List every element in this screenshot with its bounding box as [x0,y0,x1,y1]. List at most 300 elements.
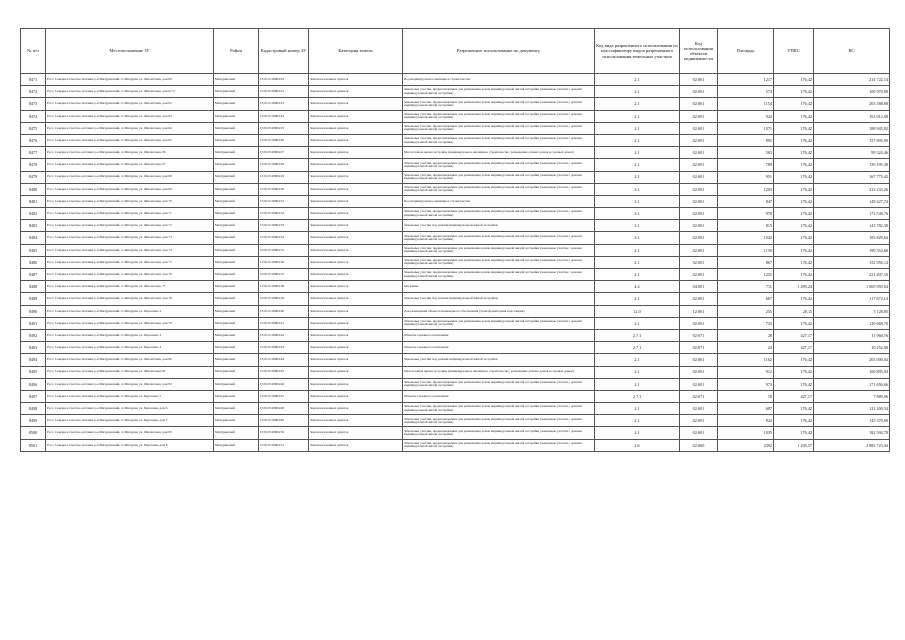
cell-upks: 176,42 [774,159,814,171]
cell-district: Мичуринский [214,342,259,354]
cell-cadastral-number: 15:01:0118004:35 [259,244,309,256]
cell-group-code: 02:060 [680,439,718,451]
table-row [21,415,890,427]
cell-district: Мичуринский [214,86,259,98]
cell-land-category: Земли населенных пунктов [309,415,403,427]
header-district: Район [214,29,259,74]
cell-vri-code: 2.1 [595,98,680,110]
cell-location: Росс. Северное Светлое-Алтаика р-н Мичуринский, п. Мичурин, ул. Фиолетовая, дом 80 [46,354,214,366]
cell-location: Росс. Северное Светлое-Алтаика р-н Мичуринский, п. Мичурин, ул. Фиолетовая, дом 82 [46,378,214,390]
cell-cadastral-number: 15:01:0118004:42 [259,329,309,341]
cell-location: Росс. Северное Светлое-Алтаика р-н Мичуринский, п. Мичурин, ул. Фиолетовая, дом 69 [46,183,214,195]
cell-district: Мичуринский [214,305,259,317]
cell-area: 789 [718,159,774,171]
cell-num: 8472 [21,86,46,98]
cell-area: 1042 [718,232,774,244]
cell-location: Росс. Северное Светлое-Алтаика р-н Мичуринский, п. Мичурин, ул. Фиолетовая, дом 72 [46,220,214,232]
header-area: Площадь [718,29,774,74]
cell-ks: 205 000,04 [814,354,890,366]
cell-ks: 152 956,14 [814,256,890,268]
cell-num: 8490 [21,305,46,317]
cell-upks: 176,42 [774,86,814,98]
cell-district: Мичуринский [214,439,259,451]
table-row [21,293,890,305]
cell-ks: 182 594,70 [814,427,890,439]
cell-num: 8492 [21,329,46,341]
cell-land-category: Земли населенных пунктов [309,244,403,256]
cell-location: Росс. Северное Светлое-Алтаика р-н Мичуринский, п. Мичурин, ул. Фиолетовая, дом 76 [46,269,214,281]
cell-land-category: Земли населенных пунктов [309,256,403,268]
table-row [21,183,890,195]
cell-upks: 176,42 [774,403,814,415]
cell-num: 8494 [21,354,46,366]
cell-area: 1162 [718,354,774,366]
cell-group-code: 02:001 [680,134,718,146]
cell-ks: 139 195,38 [814,159,890,171]
cell-location: Росс. Северное Светлое-Алтаика р-н Мичуринский, п. Мичурин, ул. Фиолетовая, дом 61"а" [46,86,214,98]
cell-group-code: 04:001 [680,281,718,293]
cell-num: 8481 [21,195,46,207]
cell-location: Росс. Северное Светлое-Алтаика р-н Мичуринский, п. Мичурин, ул. Фиолетовая, 81 [46,366,214,378]
cell-permitted-use: Земельные участки, предназначенные для размещения домов индивидуальной жилой застройки (земельные участки с домами индивидуальной жилой застройки) [403,415,595,427]
cell-permitted-use: Земельные участки, предназначенные для размещения домов индивидуальной жилой застройки (земельные участки с домами индивидуальной жилой застройки) [403,208,595,220]
cell-permitted-use: Земельные участки, предназначенные для размещения домов индивидуальной жилой застройки (земельные участки с домами индивидуальной жилой застройки) [403,134,595,146]
cell-cadastral-number: 15:01:0118004:41 [259,317,309,329]
table-row [21,147,890,159]
cell-group-code: 02:001 [680,256,718,268]
cell-cadastral-number: 15:01:0118004:03 [259,74,309,86]
cell-vri-code: 2.1 [595,110,680,122]
cell-land-category: Земли населенных пунктов [309,293,403,305]
cell-area: 255 [718,305,774,317]
cell-permitted-use: Земельные участки, предназначенные для размещения домов индивидуальной жилой застройки (земельные участки с домами индивидуальной жилой застройки) [403,427,595,439]
cell-location: Росс. Северное Светлое-Алтаика р-н Мичуринский, п. Мичурин, ул. Фиолетовая, дом 68 [46,171,214,183]
table-row [21,281,890,293]
cell-land-category: Земли населенных пунктов [309,403,403,415]
cell-upks: 176,42 [774,220,814,232]
cell-area: 951 [718,171,774,183]
cell-land-category: Земли населенных пунктов [309,74,403,86]
cell-vri-code: 2.1 [595,256,680,268]
cell-ks: 117 672,14 [814,293,890,305]
cell-num: 8483 [21,220,46,232]
table-row [21,98,890,110]
cell-permitted-use: Земельные участки, предназначенные для размещения домов индивидуальной жилой застройки (земельные участки с домами индивидуальной жилой застройки) [403,159,595,171]
cell-district: Мичуринский [214,256,259,268]
cell-num: 8497 [21,390,46,402]
cell-permitted-use: Под индивидуальное жилищное строительство [403,74,595,86]
cell-permitted-use: Под индивидуальное жилищное строительство [403,195,595,207]
cell-district: Мичуринский [214,98,259,110]
header-cadastral-number: Кадастровый номер ЗУ [259,29,309,74]
table-row [21,195,890,207]
cell-area: 867 [718,256,774,268]
cell-location: Росс. Северное Светлое-Алтаика р-н Мичуринский, п. Мичурин, ул. Фиолетовая, дом 83 [46,427,214,439]
cell-ks: 167 775,42 [814,171,890,183]
cell-group-code: 02:071 [680,390,718,402]
cell-upks: 176,42 [774,134,814,146]
table-row [21,317,890,329]
cell-area: 18 [718,390,774,402]
cell-location: Росс. Северное Светлое-Алтаика р-н Мичуринский, п. Мичурин, ул. Березовая, дом 7 [46,415,214,427]
cell-permitted-use: Земельные участки, предназначенные для размещения домов индивидуальной жилой застройки (земельные участки с домами индивидуальной жилой застройки) [403,232,595,244]
table-row [21,232,890,244]
table-row [21,244,890,256]
document-sheet [20,28,889,452]
cell-permitted-use: Магазины [403,281,595,293]
cell-area: 574 [718,86,774,98]
cell-permitted-use: Земельные участки под домами индивидуальной жилой застройки [403,354,595,366]
cell-area: 1071 [718,122,774,134]
cell-area: 1203 [718,183,774,195]
table-body [21,74,890,452]
table-row [21,159,890,171]
cell-location: Росс. Северное Светлое-Алтаика р-н Мичуринский, п. Мичурин, ул. Фиолетовая, дом 63 [46,110,214,122]
header-permitted-use: Разрешенное использование по документу [403,29,595,74]
cell-cadastral-number: 15:01:0118004:47 [259,390,309,402]
table-row [21,342,890,354]
cell-num: 8480 [21,183,46,195]
cell-group-code: 02:001 [680,74,718,86]
cell-permitted-use: Земельные участки, предназначенные для размещения домов индивидуальной жилой застройки (земельные участки с домами индивидуальной жилой застройки) [403,122,595,134]
cell-cadastral-number: 15:01:0118004:31 [259,195,309,207]
cell-area: 1130 [718,244,774,256]
cell-district: Мичуринский [214,122,259,134]
cell-upks: 176,42 [774,98,814,110]
cell-num: 8488 [21,281,46,293]
cell-area: 28 [718,329,774,341]
cell-group-code: 02:001 [680,269,718,281]
cell-district: Мичуринский [214,354,259,366]
cell-vri-code: 2.1 [595,354,680,366]
cell-land-category: Земли населенных пунктов [309,195,403,207]
cell-land-category: Земли населенных пунктов [309,208,403,220]
cell-permitted-use: Земельные участки, предназначенные для размещения домов индивидуальной жилой застройки (земельные участки с домами индивидуальной жилой застройки) [403,317,595,329]
cell-location: Росс. Северное Светлое-Алтаика р-н Мичуринский, п. Мичурин, ул. Фиолетовая, дом 62 [46,98,214,110]
cell-ks: 203 588,68 [814,98,890,110]
cell-land-category: Земли населенных пунктов [309,305,403,317]
cell-location: Росс. Северное Светлое-Алтаика р-н Мичуринский, п. Мичурин, ул. Фиолетовая, 67 [46,159,214,171]
cell-cadastral-number: 15:01:0118004:36 [259,256,309,268]
cell-location: Росс. Северное Светлое-Алтаика р-н Мичуринский, п. Мичурин, ул. Фиолетовая, дом 60 [46,74,214,86]
cell-area: 563 [718,147,774,159]
cell-ks: 10 252,08 [814,342,890,354]
cell-upks: 20,11 [774,305,814,317]
cell-area: 2392 [718,439,774,451]
cell-land-category: Земли населенных пунктов [309,171,403,183]
cell-cadastral-number: 15:01:0118004:34 [259,232,309,244]
cell-cadastral-number: 15:01:0118004:38 [259,281,309,293]
cell-ks: 143 782,30 [814,220,890,232]
cell-permitted-use: Земельные участки, предназначенные для размещения домов индивидуальной жилой застройки (земельные участки с домами индивидуальной жилой застройки) [403,403,595,415]
cell-group-code: 02:001 [680,208,718,220]
cell-num: 8493 [21,342,46,354]
cell-group-code: 02:001 [680,220,718,232]
cell-permitted-use: Земельные участки, предназначенные для размещения домов индивидуальной жилой застройки (земельные участки с домами индивидуальной жилой застройки) [403,86,595,98]
cell-location: Росс. Северное Светлое-Алтаика р-н Мичуринский, п. Мичурин, ул. Березовая, 2 [46,305,214,317]
cell-upks: 427,17 [774,329,814,341]
cell-num: 8496 [21,378,46,390]
header-location: Местоположение ЗУ [46,29,214,74]
table-header-row [21,29,890,74]
cell-group-code: 02:001 [680,244,718,256]
cell-num: 8484 [21,232,46,244]
cell-cadastral-number: 15:01:0118004:39 [259,293,309,305]
cell-vri-code: 12.0 [595,305,680,317]
cell-district: Мичуринский [214,220,259,232]
header-ks: КС [814,29,890,74]
cell-vri-code: 2.7.1 [595,329,680,341]
cell-area: 924 [718,110,774,122]
cell-cadastral-number: 15:01:0118004:29 [259,171,309,183]
cell-location: Росс. Северное Светлое-Алтаика р-н Мичуринский, п. Мичурин, ул. Фиолетовая, дом 74 [46,244,214,256]
cell-num: 8473 [21,98,46,110]
cell-group-code: 02:001 [680,354,718,366]
cell-location: Росс. Северное Светлое-Алтаика р-н Мичуринский, п. Мичурин, ул. Березовая, 3 [46,329,214,341]
cell-vri-code: 2.1 [595,134,680,146]
cell-group-code: 02:001 [680,195,718,207]
cell-cadastral-number: 15:01:0118004:37 [259,269,309,281]
cell-vri-code: 2.1 [595,427,680,439]
cell-district: Мичуринский [214,74,259,86]
cell-num: 8500 [21,427,46,439]
cell-location: Росс. Северное Светлое-Алтаика р-н Мичуринский, п. Мичурин, ул. Фиолетовая, дом 70 [46,195,214,207]
cell-upks: 1 499,24 [774,281,814,293]
cell-upks: 427,17 [774,342,814,354]
cell-ks: 129 668,70 [814,317,890,329]
cell-ks: 2 883 723,44 [814,439,890,451]
cell-num: 8501 [21,439,46,451]
cell-area: 667 [718,293,774,305]
table-row [21,122,890,134]
cell-ks: 149 427,74 [814,195,890,207]
cell-area: 1035 [718,427,774,439]
cell-upks: 176,42 [774,122,814,134]
cell-upks: 176,42 [774,366,814,378]
cell-ks: 188 945,82 [814,122,890,134]
cell-permitted-use: Земельные участки, предназначенные для размещения домов индивидуальной жилой застройки (земельные участки с домами индивидуальной жилой застройки) [403,183,595,195]
cell-upks: 176,42 [774,110,814,122]
table-row [21,427,890,439]
cell-area: 1255 [718,269,774,281]
cell-district: Мичуринский [214,378,259,390]
cell-num: 8476 [21,134,46,146]
cell-num: 8482 [21,208,46,220]
cell-area: 912 [718,366,774,378]
cell-num: 8474 [21,110,46,122]
header-group-code: Код использования объектов недвижимости [680,29,718,74]
cell-location: Росс. Северное Светлое-Алтаика р-н Мичуринский, п. Мичурин, ул. Березовая, 5 [46,390,214,402]
cell-vri-code: 2.1 [595,183,680,195]
cell-district: Мичуринский [214,134,259,146]
cell-ks: 221 407,10 [814,269,890,281]
cell-group-code: 02:001 [680,403,718,415]
cell-location: Росс. Северное Светлое-Алтаика р-н Мичуринский, п. Мичурин, ул. Березовая, 4 [46,342,214,354]
cell-cadastral-number: 15:01:0118004:22 [259,86,309,98]
cell-vri-code: 2.7.1 [595,342,680,354]
cell-district: Мичуринский [214,427,259,439]
cell-district: Мичуринский [214,415,259,427]
cell-location: Росс. Северное Светлое-Алтаика р-н Мичуринский, п. Мичурин, ул. Фиолетовая, дом 71 [46,208,214,220]
cell-upks: 176,42 [774,244,814,256]
cell-district: Мичуринский [214,195,259,207]
cell-cadastral-number: 15:01:0118004:43 [259,342,309,354]
cell-district: Мичуринский [214,293,259,305]
cell-land-category: Земли населенных пунктов [309,220,403,232]
cell-vri-code: 2.1 [595,317,680,329]
table-row [21,329,890,341]
cell-cadastral-number: 15:01:0118004:30 [259,183,309,195]
cell-location: Росс. Северное Светлое-Алтаика р-н Мичуринский, п. Мичурин, ул. Фиолетовая, 66 [46,147,214,159]
table-row [21,171,890,183]
cell-area: 824 [718,415,774,427]
table-row [21,390,890,402]
cell-location: Росс. Северное Светлое-Алтаика р-н Мичуринский, п. Мичурин, ул. Фиолетовая, 77 [46,281,214,293]
cell-ks: 99 324,46 [814,147,890,159]
cell-land-category: Земли населенных пунктов [309,354,403,366]
cell-vri-code: 2.1 [595,147,680,159]
cell-ks: 121 200,54 [814,403,890,415]
cell-cadastral-number: 15:01:0118004:24 [259,110,309,122]
cell-ks: 163 012,08 [814,110,890,122]
cell-location: Росс. Северное Светлое-Алтаика р-н Мичуринский, п. Мичурин, ул. Березовая, дом 6 [46,403,214,415]
cell-land-category: Земли населенных пунктов [309,281,403,293]
cell-cadastral-number: 15:01:0118004:48 [259,403,309,415]
cell-vri-code: 2.1 [595,366,680,378]
cell-vri-code: 4.4 [595,281,680,293]
header-land-category: Категория земель [309,29,403,74]
cell-group-code: 12:001 [680,305,718,317]
cell-group-code: 02:001 [680,98,718,110]
cell-land-category: Земли населенных пунктов [309,134,403,146]
cell-district: Мичуринский [214,281,259,293]
cell-upks: 176,42 [774,171,814,183]
cell-district: Мичуринский [214,317,259,329]
cell-cadastral-number: 15:01:0118004:33 [259,220,309,232]
cell-cadastral-number: 15:01:0118004:27 [259,147,309,159]
header-vri-code: Код вида разрешенного использования по классификатору видов разрешенного использования земельных участков [595,29,680,74]
cell-district: Мичуринский [214,159,259,171]
cell-permitted-use: Земельные участки под домами индивидуальной жилой застройки [403,293,595,305]
cell-location: Росс. Северное Светлое-Алтаика р-н Мичуринский, п. Мичурин, ул. Фиолетовая, дом 75 [46,256,214,268]
cell-group-code: 02:001 [680,171,718,183]
cell-cadastral-number: 15:01:0118004:40 [259,305,309,317]
cell-cadastral-number: 15:01:0118004:51 [259,439,309,451]
cell-num: 8471 [21,74,46,86]
cell-district: Мичуринский [214,183,259,195]
cell-district: Мичуринский [214,366,259,378]
cell-vri-code: 2.1 [595,171,680,183]
cell-permitted-use: Малоэтажная жилая застройка (индивидуальное жилищное строительство; размещение дачных домов и садовых домов) [403,366,595,378]
cell-permitted-use: Земельные участки, предназначенные для размещения домов индивидуальной жилой застройки (земельные участки с домами индивидуальной жилой застройки) [403,244,595,256]
cell-group-code: 02:001 [680,183,718,195]
table-row [21,220,890,232]
cell-vri-code: 2.1 [595,232,680,244]
cell-land-category: Земли населенных пунктов [309,439,403,451]
cell-upks: 176,42 [774,195,814,207]
cell-group-code: 02:071 [680,329,718,341]
cell-group-code: 02:001 [680,147,718,159]
cell-group-code: 02:001 [680,427,718,439]
cell-land-category: Земли населенных пунктов [309,183,403,195]
cell-area: 895 [718,134,774,146]
table-row [21,439,890,451]
cell-ks: 1 065 959,64 [814,281,890,293]
cell-district: Мичуринский [214,244,259,256]
cell-ks: 145 370,08 [814,415,890,427]
cell-location: Росс. Северное Светлое-Алтаика р-н Мичуринский, п. Мичурин, ул. Фиолетовая, дом 79 [46,317,214,329]
cell-upks: 176,42 [774,427,814,439]
cell-land-category: Земли населенных пунктов [309,427,403,439]
cell-ks: 100 970,08 [814,86,890,98]
cell-land-category: Земли населенных пунктов [309,232,403,244]
cell-cadastral-number: 15:01:0118004:32 [259,208,309,220]
cell-group-code: 02:001 [680,293,718,305]
cell-num: 8486 [21,256,46,268]
cell-location: Росс. Северное Светлое-Алтаика р-н Мичуринский, п. Мичурин, ул. Фиолетовая, дом 64 [46,122,214,134]
cell-location: Росс. Северное Светлое-Алтаика р-н Мичуринский, п. Мичурин, ул. Фиолетовая, дом 78 [46,293,214,305]
cell-upks: 176,42 [774,74,814,86]
cell-district: Мичуринский [214,403,259,415]
cell-ks: 172 538,76 [814,208,890,220]
cell-num: 8491 [21,317,46,329]
header-upks: УПКС [774,29,814,74]
cell-land-category: Земли населенных пунктов [309,329,403,341]
cell-ks: 11 960,76 [814,329,890,341]
table-row [21,366,890,378]
cell-land-category: Земли населенных пунктов [309,378,403,390]
cell-vri-code: 2.1 [595,86,680,98]
cell-permitted-use: Малоэтажная жилая застройка (индивидуальное жилищное строительство; размещение дачных домов и садовых домов) [403,147,595,159]
cell-area: 687 [718,403,774,415]
table-row [21,74,890,86]
cell-ks: 171 656,66 [814,378,890,390]
cell-group-code: 02:001 [680,159,718,171]
table-row [21,134,890,146]
cell-area: 978 [718,208,774,220]
cell-permitted-use: Земельные участки, предназначенные для размещения домов индивидуальной жилой застройки (земельные участки с домами индивидуальной жилой застройки) [403,171,595,183]
cell-vri-code: 2.1 [595,74,680,86]
cell-group-code: 02:001 [680,366,718,378]
cell-location: Росс. Северное Светлое-Алтаика р-н Мичуринский, п. Мичурин, ул. Фиолетовая, дом 73 [46,232,214,244]
cell-land-category: Земли населенных пунктов [309,86,403,98]
cell-land-category: Земли населенных пунктов [309,110,403,122]
cell-vri-code: 2.1 [595,378,680,390]
cell-land-category: Земли населенных пунктов [309,122,403,134]
cell-area: 847 [718,195,774,207]
cell-permitted-use: Земельные участки, предназначенные для размещения домов индивидуальной жилой застройки (земельные участки с домами индивидуальной жилой застройки) [403,439,595,451]
cell-area: 815 [718,220,774,232]
cell-num: 8479 [21,171,46,183]
table-row [21,208,890,220]
cell-upks: 176,42 [774,378,814,390]
cell-land-category: Земли населенных пунктов [309,98,403,110]
cell-ks: 7 689,06 [814,390,890,402]
cell-district: Мичуринский [214,171,259,183]
cell-cadastral-number: 15:01:0118004:49 [259,415,309,427]
cell-upks: 176,42 [774,317,814,329]
cell-ks: 160 895,04 [814,366,890,378]
cell-group-code: 02:001 [680,415,718,427]
cell-num: 8487 [21,269,46,281]
cell-group-code: 02:001 [680,378,718,390]
cell-permitted-use: Земельные участки под домами индивидуальной жилой застройки [403,220,595,232]
cell-area: 973 [718,378,774,390]
table-row [21,86,890,98]
cell-permitted-use: Земельные участки, предназначенные для размещения домов индивидуальной жилой застройки (земельные участки с домами индивидуальной жилой застройки) [403,269,595,281]
cell-group-code: 02:001 [680,110,718,122]
cell-upks: 176,42 [774,208,814,220]
